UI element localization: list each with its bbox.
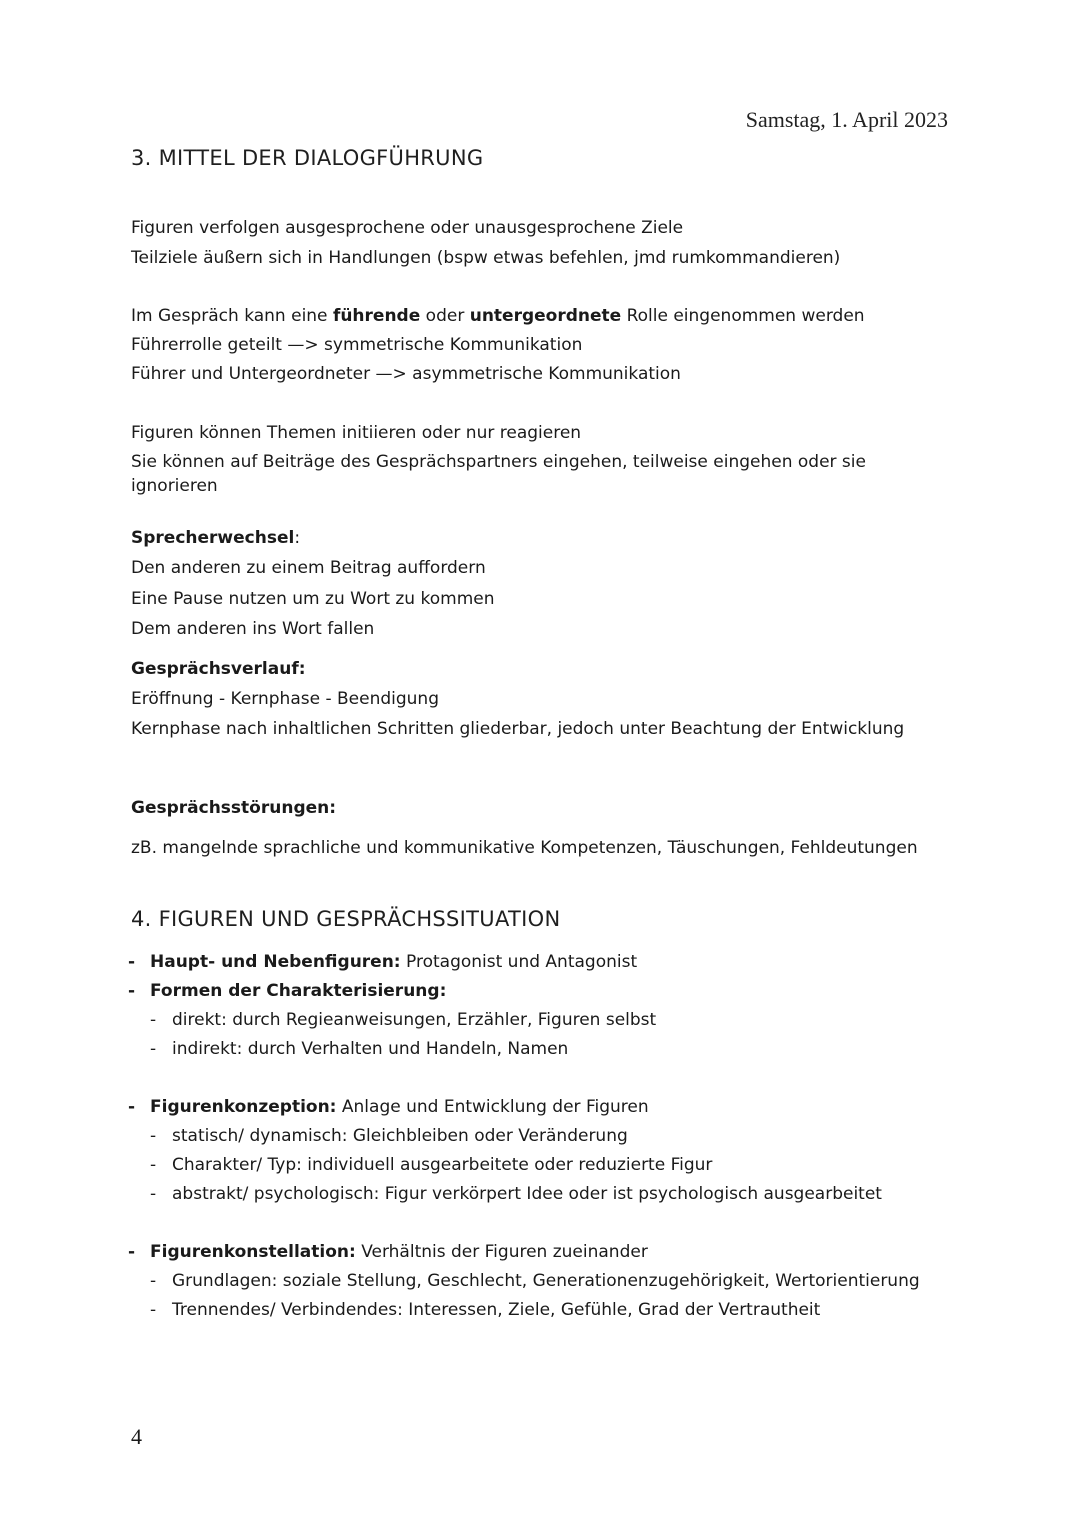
sub-bullet-item xyxy=(150,1269,920,1293)
bold-term-fuehrende: führende xyxy=(332,306,421,326)
sub-bullet-item xyxy=(150,1037,568,1061)
sub-bullet-item xyxy=(150,1124,628,1148)
list-item: Eine Pause nutzen um zu Wort zu kommen xyxy=(131,589,495,609)
bullet-item xyxy=(128,950,637,974)
sub-bullet-text: Charakter/ Typ: individuell ausgearbeitete oder reduzierte Figur xyxy=(172,1155,713,1175)
dash-bullet-icon: - xyxy=(128,981,136,1001)
list-item: Kernphase nach inhaltlichen Schritten gliederbar, jedoch unter Beachtung der Entwicklung xyxy=(131,719,905,739)
sub-bullet-item xyxy=(150,1298,820,1322)
dash-bullet-icon: - xyxy=(128,1242,136,1262)
dash-bullet-icon: - xyxy=(150,1184,157,1204)
paragraph-line: Sie können auf Beiträge des Gesprächspartners eingehen, teilweise eingehen oder sie ignorieren xyxy=(131,452,866,496)
section-3-title: 3. MITTEL DER DIALOGFÜHRUNG xyxy=(131,146,484,170)
bullet-label: Figurenkonstellation: xyxy=(150,1242,356,1262)
bullet-text: Verhältnis der Figuren zueinander xyxy=(355,1242,648,1262)
list-item: Eröffnung - Kernphase - Beendigung xyxy=(131,689,439,709)
bullet-text: Protagonist und Antagonist xyxy=(400,952,638,972)
role-line xyxy=(131,304,865,328)
sub-bullet-item xyxy=(150,1153,712,1177)
bullet-item xyxy=(128,979,446,1003)
paragraph-line: Führerrolle geteilt —> symmetrische Kommunikation xyxy=(131,335,583,355)
gespraechsverlauf-heading: Gesprächsverlauf: xyxy=(131,659,306,679)
dash-bullet-icon: - xyxy=(128,952,136,972)
list-item: Dem anderen ins Wort fallen xyxy=(131,619,375,639)
dash-bullet-icon: - xyxy=(150,1300,157,1320)
text-run: Im Gespräch kann eine xyxy=(131,306,333,326)
bullet-item xyxy=(128,1240,648,1264)
bullet-label: Haupt- und Nebenfiguren: xyxy=(150,952,401,972)
sub-bullet-item xyxy=(150,1008,656,1032)
dash-bullet-icon: - xyxy=(128,1097,136,1117)
bullet-text: Anlage und Entwicklung der Figuren xyxy=(336,1097,649,1117)
text-run: Rolle eingenommen werden xyxy=(621,306,865,326)
text-run: oder xyxy=(420,306,470,326)
sub-bullet-text: statisch/ dynamisch: Gleichbleiben oder Veränderung xyxy=(172,1126,628,1146)
bullet-label: Figurenkonzeption: xyxy=(150,1097,337,1117)
dash-bullet-icon: - xyxy=(150,1155,157,1175)
heading-colon: : xyxy=(294,528,301,548)
paragraph-line: Figuren verfolgen ausgesprochene oder unausgesprochene Ziele xyxy=(131,218,684,238)
paragraph-line: Figuren können Themen initiieren oder nur reagieren xyxy=(131,423,582,443)
sub-bullet-item xyxy=(150,1182,882,1206)
dash-bullet-icon: - xyxy=(150,1126,157,1146)
dash-bullet-icon: - xyxy=(150,1039,157,1059)
paragraph-line: zB. mangelnde sprachliche und kommunikative Kompetenzen, Täuschungen, Fehldeutungen xyxy=(131,838,918,858)
list-item: Den anderen zu einem Beitrag auffordern xyxy=(131,558,486,578)
gespraechsstoerungen-heading: Gesprächsstörungen: xyxy=(131,798,337,818)
sprecherwechsel-heading xyxy=(131,526,300,550)
sub-bullet-text: Trennendes/ Verbindendes: Interessen, Ziele, Gefühle, Grad der Vertrautheit xyxy=(172,1300,821,1320)
sub-bullet-text: Grundlagen: soziale Stellung, Geschlecht, Generationenzugehörigkeit, Wertorientierung xyxy=(172,1271,920,1291)
heading-label: Sprecherwechsel xyxy=(131,528,295,548)
sub-bullet-text: abstrakt/ psychologisch: Figur verkörpert Idee oder ist psychologisch ausgearbeitet xyxy=(172,1184,882,1204)
date-header: Samstag, 1. April 2023 xyxy=(745,107,948,132)
bullet-item xyxy=(128,1095,649,1119)
sub-bullet-text: indirekt: durch Verhalten und Handeln, Namen xyxy=(172,1039,569,1059)
dash-bullet-icon: - xyxy=(150,1271,157,1291)
bullet-label: Formen der Charakterisierung: xyxy=(150,981,447,1001)
page-number: 4 xyxy=(131,1424,142,1449)
section-4-title: 4. FIGUREN UND GESPRÄCHSSITUATION xyxy=(131,907,561,931)
sub-bullet-text: direkt: durch Regieanweisungen, Erzähler, Figuren selbst xyxy=(172,1010,657,1030)
dash-bullet-icon: - xyxy=(150,1010,157,1030)
bold-term-untergeordnete: untergeordnete xyxy=(469,306,622,326)
paragraph-line: Teilziele äußern sich in Handlungen (bspw etwas befehlen, jmd rumkommandieren) xyxy=(131,248,841,268)
paragraph-line: Führer und Untergeordneter —> asymmetrische Kommunikation xyxy=(131,364,681,384)
